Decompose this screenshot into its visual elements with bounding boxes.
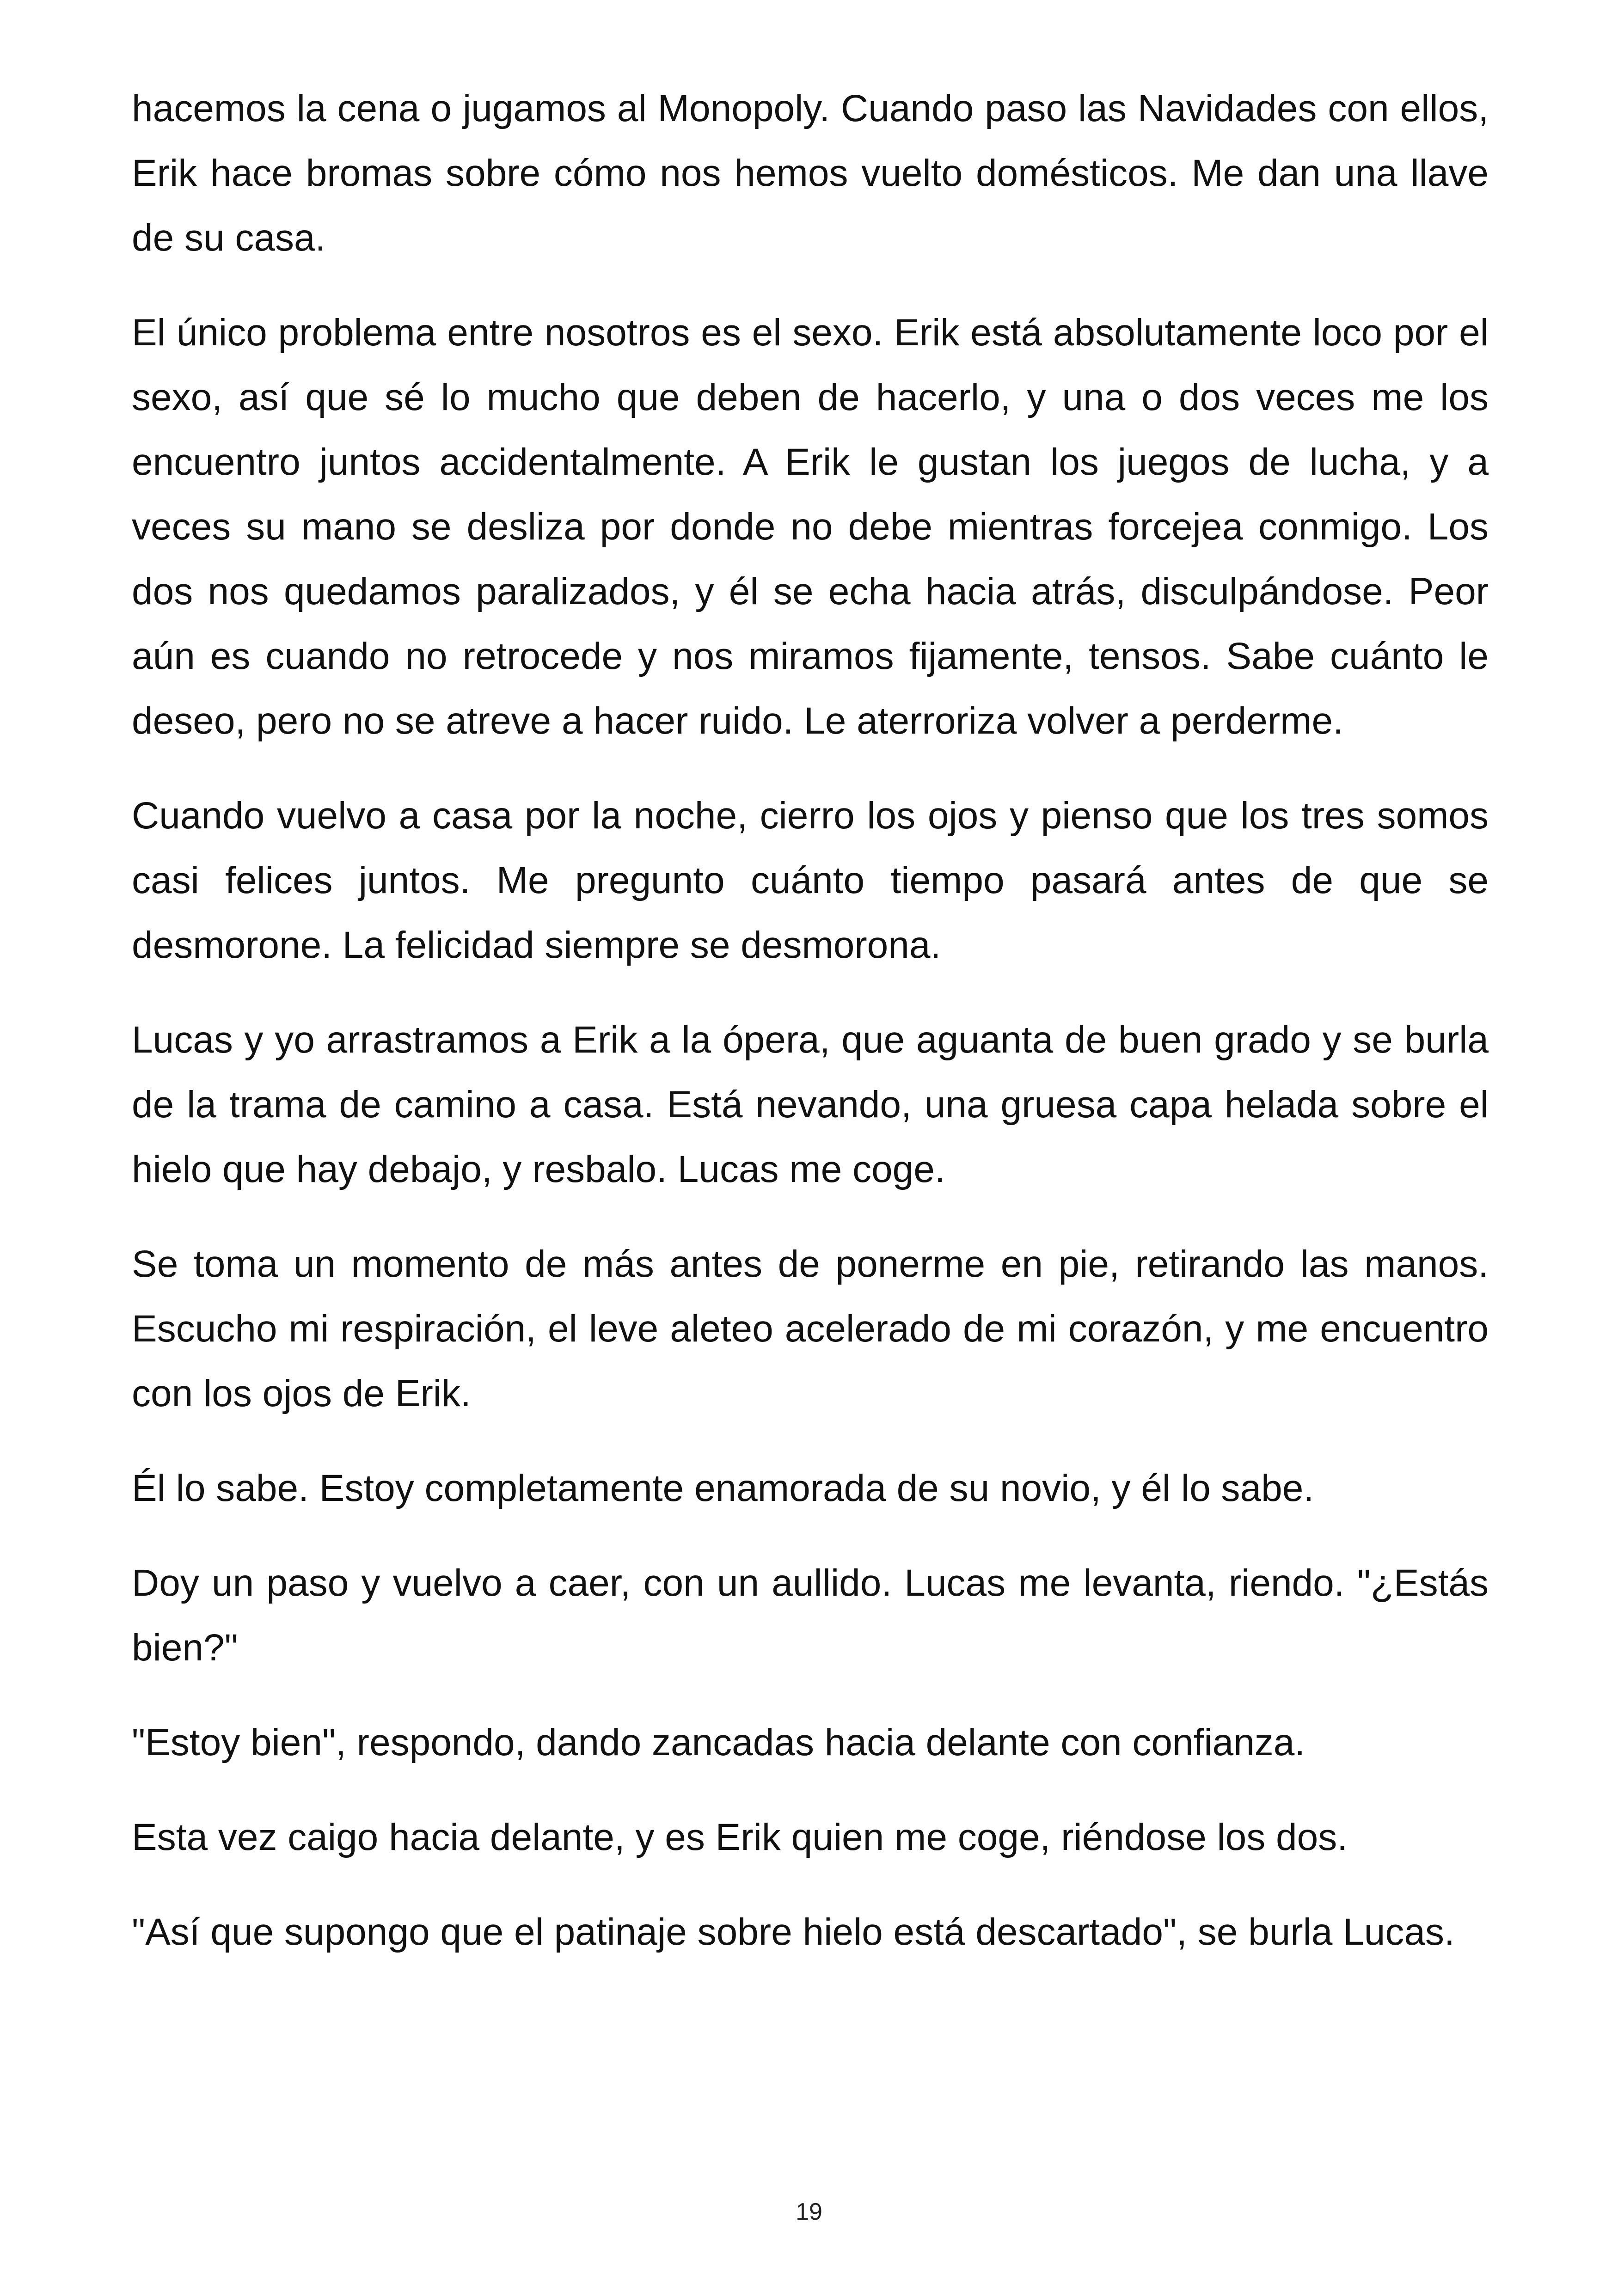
paragraph-2: El único problema entre nosotros es el sexo. Erik está absolutamente loco por el sexo, así que sé lo mucho que deben de hacerlo, y una o dos veces me los encuentro juntos accidentalmente. A Erik le gustan los juegos de lucha, y a veces su mano se desliza por donde no debe mientras forcejea conmigo. Los dos nos quedamos paralizados, y él se echa hacia atrás, disculpándose. Peor aún es cuando no retrocede y nos miramos fijamente, tensos. Sabe cuánto le deseo, pero no se atreve a hacer ruido. Le aterroriza volver a perderme. xyxy=(132,312,1489,742)
paragraph-1: hacemos la cena o jugamos al Monopoly. Cuando paso las Navidades con ellos, Erik hace bromas sobre cómo nos hemos vuelto domésticos. Me dan una llave de su casa. xyxy=(132,87,1489,259)
body-text xyxy=(132,76,1489,1995)
paragraph-6: Él lo sabe. Estoy completamente enamorada de su novio, y él lo sabe. xyxy=(132,1467,1314,1509)
paragraph-7: Doy un paso y vuelvo a caer, con un aullido. Lucas me levanta, riendo. "¿Estás bien?" xyxy=(132,1562,1489,1669)
paragraph-5: Se toma un momento de más antes de ponerme en pie, retirando las manos. Escucho mi respiración, el leve aleteo acelerado de mi corazón, y me encuentro con los ojos de Erik. xyxy=(132,1243,1489,1414)
paragraph-3: Cuando vuelvo a casa por la noche, cierro los ojos y pienso que los tres somos casi felices juntos. Me pregunto cuánto tiempo pasará antes de que se desmorone. La felicidad siempre se desmorona. xyxy=(132,795,1489,966)
paragraph-10: "Así que supongo que el patinaje sobre hielo está descartado", se burla Lucas. xyxy=(132,1911,1455,1953)
paragraph-4: Lucas y yo arrastramos a Erik a la ópera, que aguanta de buen grado y se burla de la trama de camino a casa. Está nevando, una gruesa capa helada sobre el hielo que hay debajo, y resbalo. Lucas me coge. xyxy=(132,1019,1489,1190)
paragraph-9: Esta vez caigo hacia delante, y es Erik quien me coge, riéndose los dos. xyxy=(132,1816,1348,1858)
page-number: 19 xyxy=(796,2198,822,2225)
paragraph-8: "Estoy bien", respondo, dando zancadas hacia delante con confianza. xyxy=(132,1721,1305,1763)
